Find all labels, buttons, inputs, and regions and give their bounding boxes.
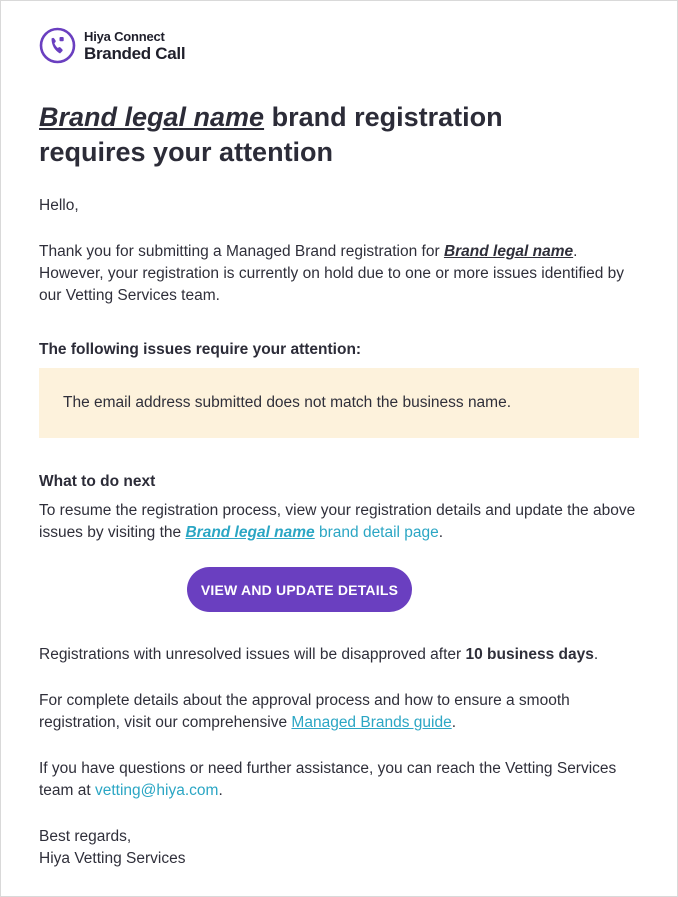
headline-brand-name: Brand legal name [39,102,265,132]
signoff-line-1: Best regards, [39,828,132,845]
next-steps-text-end: . [438,524,444,541]
headline-text-1: brand registration [264,102,503,132]
next-steps-paragraph [39,500,639,544]
deadline-text: Registrations with unresolved issues will be disapproved after [39,646,466,663]
deadline-text-end: . [593,646,599,663]
contact-text-end: . [218,782,223,799]
issue-item: The email address submitted does not match the business name. [63,394,512,411]
signoff-line-2: Hiya Vetting Services [39,850,186,867]
guide-text-end: . [451,714,457,731]
intro-brand-name: Brand legal name [443,243,574,260]
logo-product-line: Hiya Connect [84,28,165,44]
logo-feature-line: Branded Call [84,43,186,63]
headline-text-2: requires your attention [39,137,334,167]
managed-brands-guide-link[interactable]: Managed Brands guide [291,714,452,731]
hiya-logo [39,27,185,64]
vetting-email-link[interactable]: vetting@hiya.com [95,782,219,799]
contact-paragraph [39,758,639,802]
deadline-days: 10 business days [465,646,594,663]
guide-paragraph [39,690,639,734]
page-title [39,100,639,170]
contact-text: If you have questions or need further assistance, you can reach the Vetting Services team at [39,760,617,799]
deadline-paragraph [39,644,639,666]
guide-text: For complete details about the approval process and how to ensure a smooth registration, visit our comprehensive [39,692,570,731]
issues-box [39,368,639,438]
greeting: Hello, [39,197,79,214]
intro-paragraph [39,241,639,307]
intro-text-after: . However, your registration is currently on hold due to one or more issues identified by our Vetting Services team. [39,243,624,304]
hiya-phone-icon [39,27,76,64]
next-steps-heading: What to do next [39,473,156,490]
next-steps-text: To resume the registration process, view your registration details and update the above issues by visiting the [39,502,636,541]
issues-heading: The following issues require your attention: [39,341,362,358]
brand-detail-page-link[interactable]: brand detail page [314,524,439,541]
signoff [39,826,639,870]
intro-text-before: Thank you for submitting a Managed Brand registration for [39,243,444,260]
view-and-update-details-button[interactable]: VIEW AND UPDATE DETAILS [187,567,412,612]
brand-name-link[interactable]: Brand legal name [185,524,315,541]
